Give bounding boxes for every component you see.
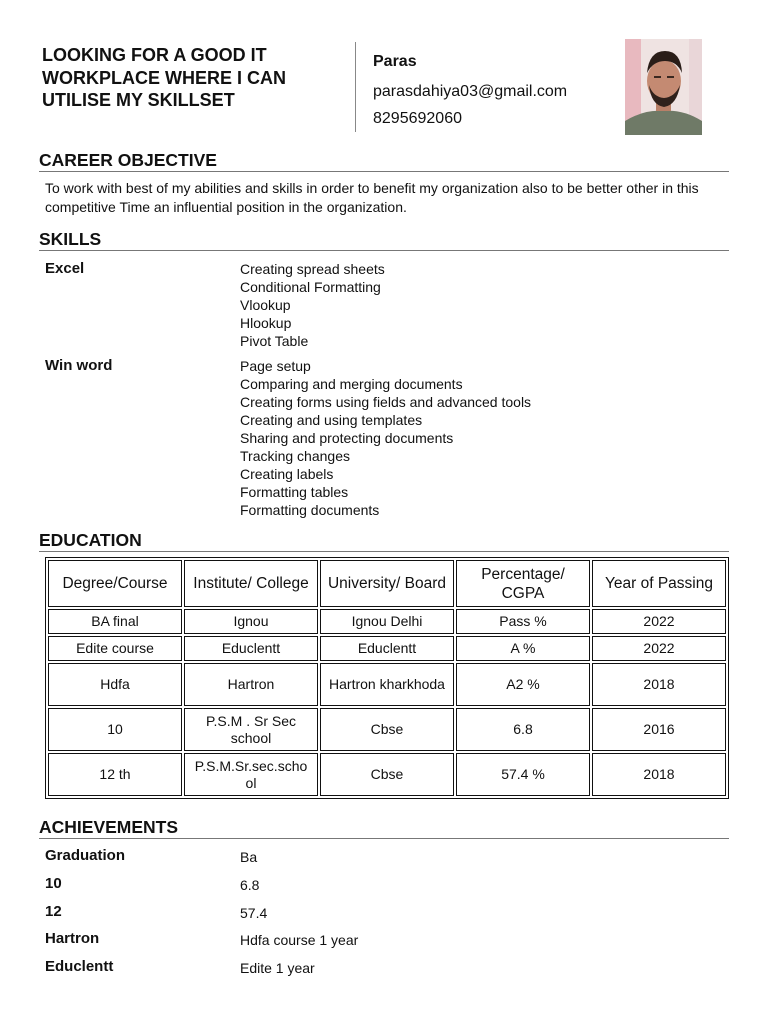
skill-item: Hlookup [240, 315, 292, 331]
contact-block [373, 52, 633, 132]
achievement-value: Edite 1 year [240, 960, 315, 976]
achievement-label: Graduation [45, 847, 126, 864]
table-cell: Educlentt [320, 636, 454, 661]
table-cell: Pass % [456, 609, 590, 634]
table-cell: Edite course [48, 636, 182, 661]
table-header-row [48, 560, 726, 607]
table-row [48, 663, 726, 706]
headline: LOOKING FOR A GOOD IT WORKPLACE WHERE I CAN UTILISE MY SKILLSET [42, 45, 286, 110]
skill-item: Creating and using templates [240, 412, 423, 428]
achievement-row [45, 957, 725, 979]
achievement-label: 10 [45, 875, 62, 892]
table-cell: A % [456, 636, 590, 661]
table-cell: 12 th [48, 753, 182, 796]
skill-item: Sharing and protecting documents [240, 430, 454, 446]
skill-group-name: Win word [45, 357, 113, 374]
achievement-value: Hdfa course 1 year [240, 932, 359, 948]
achievement-label: Hartron [45, 930, 100, 947]
table-cell: Hdfa [48, 663, 182, 706]
skill-item: Creating labels [240, 466, 334, 482]
skill-item: Pivot Table [240, 333, 309, 349]
header-divider [355, 42, 356, 132]
table-cell: P.S.M.Sr.sec.scho ol [184, 753, 318, 796]
skills-rule [39, 250, 729, 251]
skills-title: SKILLS [39, 229, 102, 249]
email-text: parasdahiya03@gmail.com [373, 83, 568, 100]
skill-group-win-word [45, 357, 725, 521]
achievement-value: Ba [240, 849, 258, 865]
achievement-row [45, 929, 725, 951]
skill-item: Tracking changes [240, 448, 350, 464]
education-table [45, 557, 729, 799]
table-cell: Educlentt [184, 636, 318, 661]
career-objective-text: To work with best of my abilities and skills in order to benefit my organization also to be better other in this competitive Time an influential position in the organization. [45, 180, 699, 215]
table-cell: Ignou Delhi [320, 609, 454, 634]
skill-item: Creating spread sheets [240, 261, 385, 277]
table-cell: Cbse [320, 708, 454, 751]
candidate-name: Paras [373, 53, 417, 70]
skill-items-list [240, 260, 385, 350]
achievement-label: Educlentt [45, 958, 114, 975]
achievement-value: 6.8 [240, 877, 260, 893]
skill-group-excel [45, 260, 725, 352]
career-objective-title: CAREER OBJECTIVE [39, 150, 217, 170]
column-header: Degree/Course [48, 560, 182, 607]
profile-photo [625, 39, 702, 135]
table-cell: BA final [48, 609, 182, 634]
table-row [48, 636, 726, 661]
skill-item: Conditional Formatting [240, 279, 381, 295]
achievements-title: ACHIEVEMENTS [39, 817, 179, 837]
column-header: University/ Board [320, 560, 454, 607]
table-cell: 6.8 [456, 708, 590, 751]
career-objective-rule [39, 171, 729, 172]
table-row [48, 708, 726, 751]
skill-item: Vlookup [240, 297, 291, 313]
table-cell: 10 [48, 708, 182, 751]
table-cell: Cbse [320, 753, 454, 796]
achievement-label: 12 [45, 903, 62, 920]
table-cell: A2 % [456, 663, 590, 706]
achievement-row [45, 846, 725, 868]
resume-header [42, 42, 732, 136]
profile-photo-image [625, 39, 702, 135]
table-cell: 57.4 % [456, 753, 590, 796]
column-header: Year of Passing [592, 560, 726, 607]
skill-item: Creating forms using fields and advanced tools [240, 394, 532, 410]
table-row [48, 609, 726, 634]
table-row [48, 753, 726, 796]
achievement-value: 57.4 [240, 905, 268, 921]
phone-text: 8295692060 [373, 110, 462, 127]
skill-item: Comparing and merging documents [240, 376, 463, 392]
skill-item: Formatting tables [240, 484, 349, 500]
skill-item: Page setup [240, 358, 311, 374]
table-cell: Hartron [184, 663, 318, 706]
table-cell: 2022 [592, 609, 726, 634]
column-header: Percentage/ CGPA [456, 560, 590, 607]
achievement-row [45, 902, 725, 924]
table-cell: Hartron kharkhoda [320, 663, 454, 706]
achievements-rule [39, 838, 729, 839]
achievement-row [45, 874, 725, 896]
column-header: Institute/ College [184, 560, 318, 607]
skill-group-name: Excel [45, 260, 85, 277]
education-rule [39, 551, 729, 552]
skill-items-list [240, 357, 531, 519]
education-title: EDUCATION [39, 530, 142, 550]
skill-item: Formatting documents [240, 502, 380, 518]
table-cell: 2022 [592, 636, 726, 661]
table-cell: Ignou [184, 609, 318, 634]
table-cell: P.S.M . Sr Sec school [184, 708, 318, 751]
table-cell: 2016 [592, 708, 726, 751]
table-cell: 2018 [592, 753, 726, 796]
table-cell: 2018 [592, 663, 726, 706]
